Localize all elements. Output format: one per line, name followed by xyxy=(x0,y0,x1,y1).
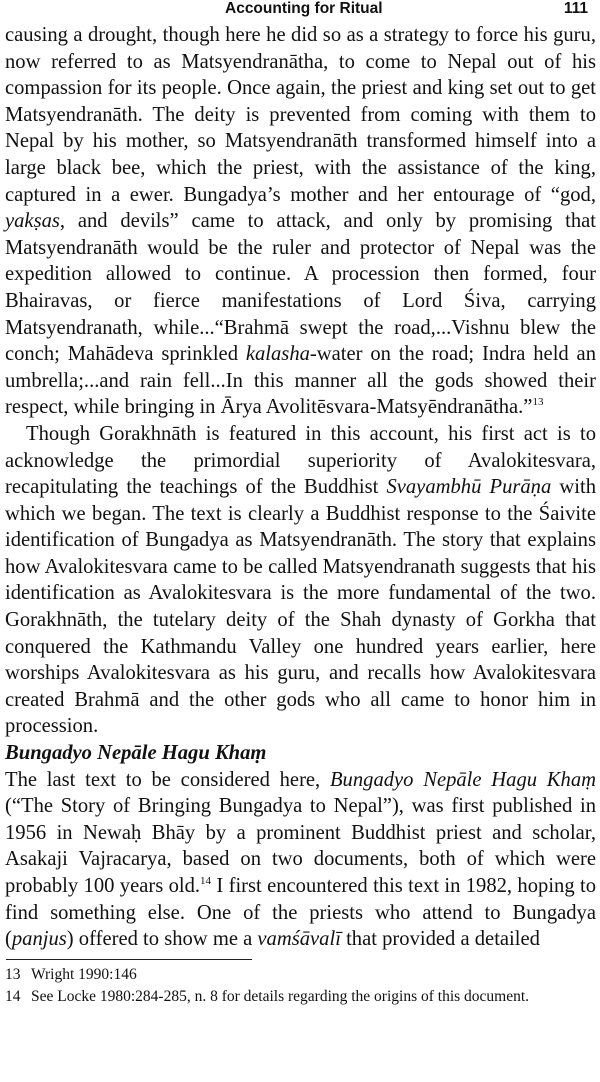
footnote-number: 14 xyxy=(5,987,21,1005)
footnote-divider xyxy=(6,959,252,960)
running-title: Accounting for Ritual xyxy=(225,0,383,17)
running-header xyxy=(5,0,596,22)
paragraph-2: Though Gorakhnāth is featured in this account, his first act is to acknowledge the primordial superiority of Avalokitesvara, recapitulating the teachings of the Buddhist Svayambhū Purāṇa with which we began. The text is clearly a Buddhist response to the Śaivite identification of Bungadya as Matsyendranāth. The story that explains how Avalokitesvara came to be called Matsyendranath suggests that his identification as Avalokitesvara is the more fundamental of the two. Gorakhnāth, the tutelary deity of the Shah dynasty of Gorkha that conquered the Kathmandu Valley one hundred years earlier, here worships Avalokitesvara as his guru, and recalls how Avalokitesvara created Brahmā and the other gods who all came to honor him in procession. xyxy=(5,422,596,738)
footnote-text: See Locke 1980:284-285, n. 8 for details regarding the origins of this document. xyxy=(31,987,530,1005)
paragraph-3: The last text to be considered here, Bungadyo Nepāle Hagu Khaṃ (“The Story of Bringing Bungadya to Nepal”), was first published in 1956 in Newaḥ Bhāy by a prominent Buddhist priest and scholar, Asakaji Vajracarya, based on two documents, both of which were probably 100 years old.$^{14}$ I first encountered this text in 1982, hoping to find something else. One of the priests who attend to Bungadya (panjus) offered to show me a vamśāvalī that provided a detailed xyxy=(5,768,597,951)
footnote-text: Wright 1990:146 xyxy=(31,965,137,983)
footnote-13 xyxy=(5,964,596,986)
section-heading: Bungadyo Nepāle Hagu Khaṃ xyxy=(5,742,267,765)
footnote-number: 13 xyxy=(5,965,21,983)
footnotes xyxy=(5,964,596,1008)
footnote-14 xyxy=(5,986,596,1008)
page-number: 111 xyxy=(563,0,588,17)
body-text xyxy=(5,22,596,953)
paragraph-1: causing a drought, though here he did so as a strategy to force his guru, now referred to as Matsyendranātha, to come to Nepal out of his compassion for its people. Once again, the priest and king set out to get Matsyendranāth. The deity is prevented from coming with them to Nepal by his mother, so Matsyendranāth transformed himself into a large black bee, which the priest, with the assistance of the king, captured in a ewer. Bungadya’s mother and her entourage of “god, yakṣas, and devils” came to attack, and only by promising that Matsyendranāth would be the ruler and protector of Nepal was the expedition allowed to continue. A procession then formed, four Bhairavas, or fierce manifestations of Lord Śiva, carrying Matsyendranath, while...“Brahmā swept the road,...Vishnu blew the conch; Mahādeva sprinkled kalasha-water on the road; Indra held an umbrella;...and rain fell...In this manner all the gods showed their respect, while bringing in Ārya Avolitēsvara-Matsyēndranātha.”$^{13}$ xyxy=(5,24,596,419)
